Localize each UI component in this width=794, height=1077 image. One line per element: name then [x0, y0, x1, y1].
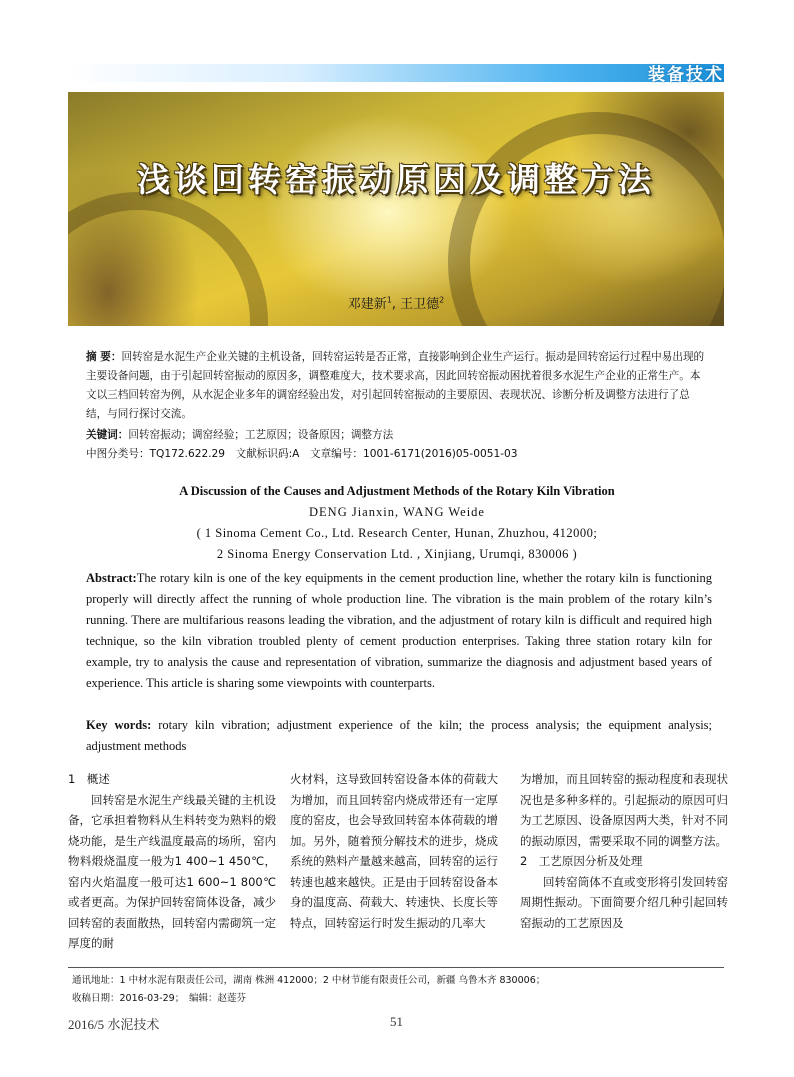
keywords-label: Key words: — [86, 718, 152, 732]
abstract-text: The rotary kiln is one of the key equipments in the cement production line, whether the rotary kiln is functioning properly will directly affect the running of whole production line. The vibration is the main problem of the rotary kiln’s running. There are multifarious reasons leading the vibration, and the adjustment of rotary kiln is difficult and required high technique, so the kiln vibration troubled plenty of cement production enterprises. Taking three station rotary kiln for example, try to analysis the cause and representation of vibration, summarize the diagnosis and adjustment based years of experience. This article is sharing some viewpoints with counterparts. — [86, 571, 712, 690]
title-banner — [68, 92, 724, 326]
keywords-label: 关键词： — [86, 429, 129, 441]
footnote-address: 通讯地址：1 中材水泥有限责任公司，湖南 株洲 412000；2 中材节能有限责任公司，新疆 乌鲁木齐 830006； — [72, 975, 546, 986]
english-abstract — [86, 568, 712, 694]
classification: 中图分类号：TQ172.622.29 文献标识码:A 文章编号：1001-6171(2016)05-0051-03 — [86, 448, 518, 460]
footnote-rule — [68, 967, 724, 968]
author-sup: 1 — [386, 295, 392, 305]
author-name: , 王卫德 — [391, 297, 440, 312]
abstract-text: 回转窑是水泥生产企业关键的主机设备，回转窑运转是否正常，直接影响到企业生产运行。振动是回转窑运行过程中易出现的主要设备问题，由于引起回转窑振动的原因多，调整难度大，技术要求高，因此回转窑振动困扰着很多水泥生产企业的正常生产。本文以三档回转窑为例，从水泥企业多年的调窑经验出发，对引起回转窑振动的主要原因、表现状况、诊断分析及调整方法进行了总结，与同行探讨交流。 — [86, 351, 705, 420]
paragraph: 火材料，这导致回转窑设备本体的荷载大为增加，而且回转窑内烧成带还有一定厚度的窑皮，也会导致回转窑本体荷载的增加。另外，随着预分解技术的进步，烧成系统的熟料产量越来越高，回转窑的运行转速也越来越快。正是由于回转窑设备本身的温度高、荷载大、转速快、长度长等特点，回转窑运行时发生振动的几率大 — [290, 772, 498, 930]
english-affiliation: 2 Sinoma Energy Conservation Ltd. , Xinjiang, Urumqi, 830006 ) — [216, 547, 578, 561]
section-heading: 2 工艺原因分析及处理 — [520, 854, 643, 868]
page-number: 51 — [390, 1014, 403, 1029]
paragraph: 回转窑是水泥生产线最关键的主机设备，它承担着物料从生料转变为熟料的煅烧功能，是生产线温度最高的场所，窑内物料煅烧温度一般为1 400~1 450℃，窑内火焰温度一般可达1 600~1 800℃或者更高。为保护回转窑筒体设备，减少回转窑的表面散热，回转窑内需砌筑一定厚度的耐 — [68, 792, 276, 950]
keywords-cn — [86, 426, 710, 445]
keywords-text: rotary kiln vibration; adjustment experience of the kiln; the process analysis; the equipment analysis; adjustment methods — [86, 718, 713, 753]
paragraph: 回转窑筒体不直或变形将引发回转窑周期性振动。下面简要介绍几种引起回转窑振动的工艺原因及 — [520, 874, 728, 930]
body-column-1 — [68, 769, 276, 954]
footnote-received: 收稿日期：2016-03-29； 编辑：赵莲芬 — [72, 993, 246, 1004]
section-label: 装备技术 — [648, 65, 724, 85]
article-title: 浅谈回转窑振动原因及调整方法 — [137, 160, 655, 199]
abstract-label: Abstract: — [86, 571, 137, 585]
abstract-label: 摘 要： — [86, 351, 122, 363]
journal-footer: 2016/5 水泥技术 — [68, 1017, 160, 1032]
english-authors: DENG Jianxin, WANG Weide — [309, 505, 485, 519]
english-keywords — [86, 715, 712, 757]
english-affiliation: ( 1 Sinoma Cement Co., Ltd. Research Center, Hunan, Zhuzhou, 412000; — [196, 526, 598, 540]
section-heading: 1 概述 — [68, 772, 110, 786]
body-column-2 — [290, 769, 498, 933]
english-title: A Discussion of the Causes and Adjustment Methods of the Rotary Kiln Vibration — [179, 484, 615, 498]
body-column-3 — [520, 769, 728, 933]
header-strip — [68, 64, 724, 82]
author-name: 邓建新 — [347, 297, 387, 312]
paragraph: 为增加，而且回转窑的振动程度和表现状况也是多种多样的。引起振动的原因可归为工艺原因、设备原因两大类，针对不同的振动原因，需要采取不同的调整方法。 — [520, 772, 728, 848]
abstract-cn — [86, 348, 710, 424]
author-sup: 2 — [439, 295, 445, 305]
keywords-text: 回转窑振动；调窑经验；工艺原因；设备原因；调整方法 — [128, 429, 394, 441]
authors-cn — [68, 293, 724, 312]
